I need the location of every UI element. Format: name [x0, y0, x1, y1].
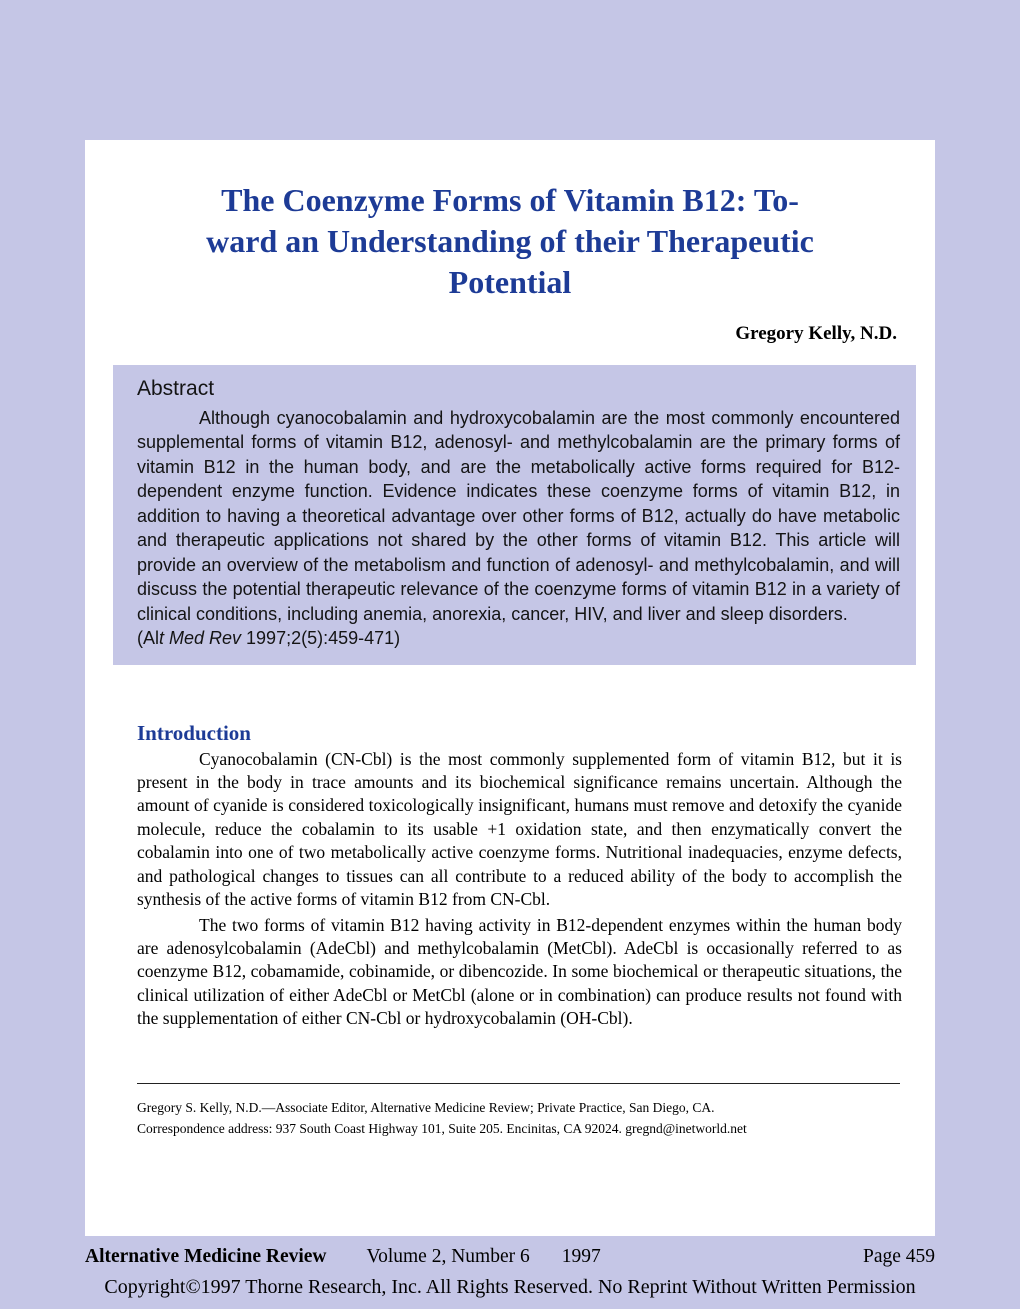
- citation-journal: t Med Rev: [159, 628, 242, 649]
- footer-year: 1997: [561, 1246, 601, 1267]
- introduction-paragraph-1: Cyanocobalamin (CN-Cbl) is the most commonly supplemented form of vitamin B12, but it is present in the body in trace amounts and its biochemical significance remains uncertain. Although the amount of cyanide is considered toxicologically insignificant, humans must remove and detoxify the cyanide molecule, reduce the cobalamin to its usable +1 oxidation state, and then enzymatically convert the cobalamin into one of two metabolically active coenzyme forms. Nutritional inadequacies, enzyme defects, and pathological changes to tissues can all contribute to a reduced ability of the body to accomplish the synthesis of the active forms of vitamin B12 from CN-Cbl.: [137, 748, 902, 910]
- article-title-line-1: The Coenzyme Forms of Vitamin B12: To-: [221, 182, 799, 218]
- article-paper: [85, 140, 935, 1236]
- article-title-line-3: Potential: [448, 263, 572, 300]
- article-title-line-2: ward an Understanding of their Therapeutic: [206, 222, 814, 259]
- footnote-affiliation: Gregory S. Kelly, N.D.—Associate Editor, Alternative Medicine Review; Private Practice, San Diego, CA.: [137, 1099, 715, 1115]
- abstract-box: [113, 365, 916, 665]
- copyright-notice: Copyright©1997 Thorne Research, Inc. All Rights Reserved. No Reprint Without Written Permission: [104, 1276, 916, 1298]
- citation-prefix: (Al: [137, 628, 159, 649]
- footnote-correspondence: Correspondence address: 937 South Coast Highway 101, Suite 205. Encinitas, CA 92024. gregnd@inetworld.net: [137, 1120, 747, 1136]
- abstract-citation: [137, 626, 900, 650]
- abstract-body: Although cyanocobalamin and hydroxycobalamin are the most commonly encountered supplemental forms of vitamin B12, adenosyl- and methylcobalamin are the primary forms of vitamin B12 in the human body, and are the metabolically active forms required for B12-dependent enzyme function. Evidence indicates these coenzyme forms of vitamin B12, in addition to having a theoretical advantage over other forms of B12, actually do have metabolic and therapeutic applications not shared by the other forms of vitamin B12. This article will provide an overview of the metabolism and function of adenosyl- and methylcobalamin, and will discuss the potential therapeutic relevance of the coenzyme forms of vitamin B12 in a variety of clinical conditions, including anemia, anorexia, cancer, HIV, and liver and sleep disorders.: [137, 407, 900, 624]
- footer-issue: Volume 2, Number 6: [366, 1246, 530, 1267]
- abstract-heading: Abstract: [137, 376, 215, 400]
- introduction-paragraph-2: The two forms of vitamin B12 having activity in B12-dependent enzymes within the human body are adenosylcobalamin (AdeCbl) and methylcobalamin (MetCbl). AdeCbl is occasionally referred to as coenzyme B12, cobamamide, cobinamide, or dibencozide. In some biochemical or therapeutic situations, the clinical utilization of either AdeCbl or MetCbl (alone or in combination) can produce results not found with the supplementation of either CN-Cbl or hydroxycobalamin (OH-Cbl).: [137, 914, 902, 1029]
- article-title: [85, 180, 935, 303]
- introduction-heading: Introduction: [137, 720, 251, 745]
- article-author: Gregory Kelly, N.D.: [735, 322, 897, 344]
- footer-page-number: Page 459: [862, 1246, 935, 1267]
- citation-suffix: 1997;2(5):459-471): [241, 628, 401, 649]
- footnote-divider: [137, 1083, 900, 1084]
- footer-journal-name: Alternative Medicine Review: [85, 1246, 327, 1267]
- author-footnote: [137, 1098, 900, 1140]
- journal-footer-bar: [85, 1246, 935, 1268]
